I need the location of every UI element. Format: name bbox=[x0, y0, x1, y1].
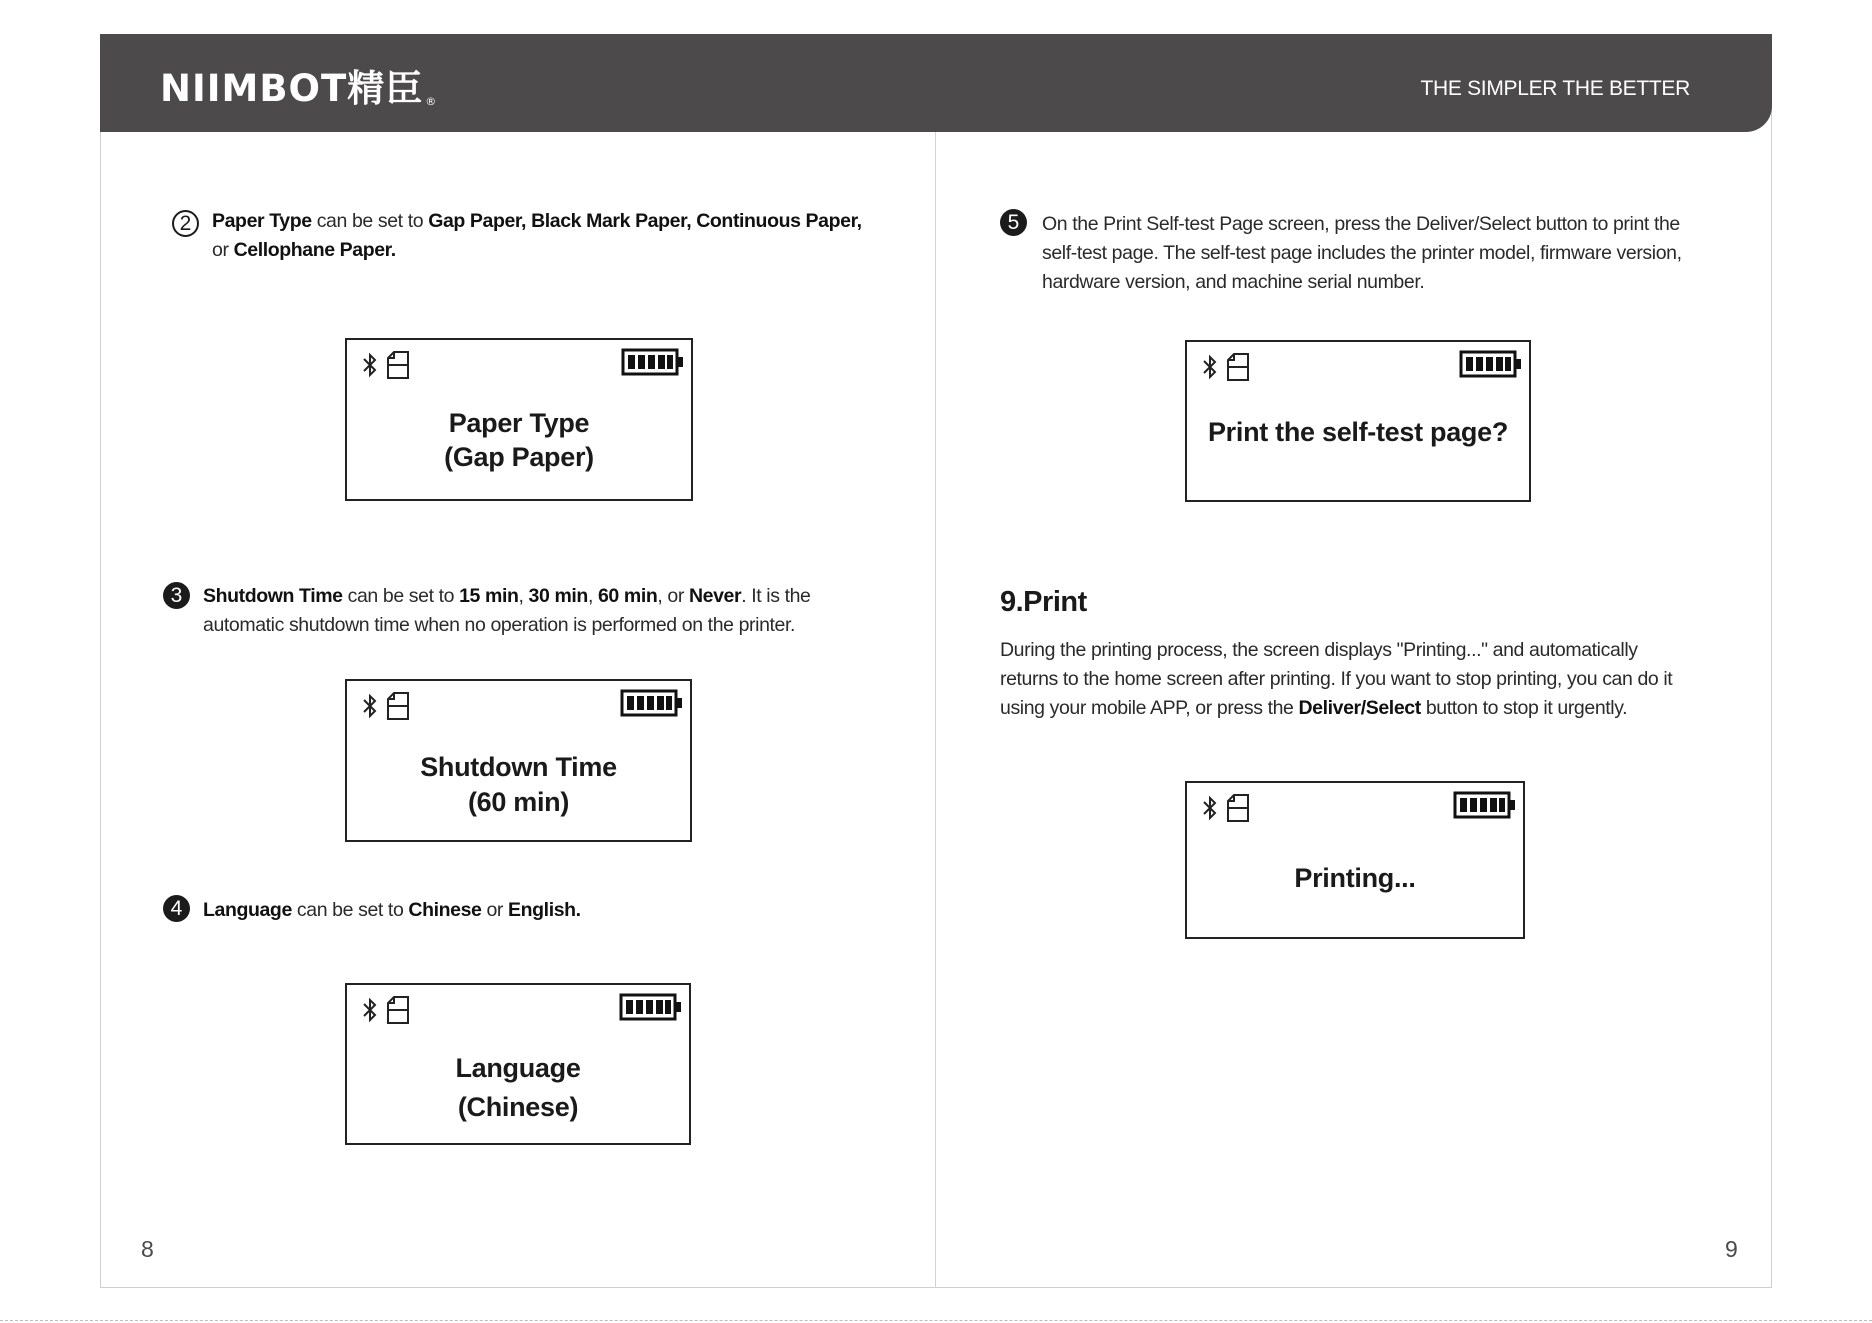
text: hardware version, and machine serial number. bbox=[1042, 271, 1425, 293]
text: using your mobile APP, or press the bbox=[1000, 697, 1299, 719]
paper-type-description bbox=[212, 207, 862, 265]
bluetooth-icon bbox=[361, 351, 379, 379]
step-number-2: 2 bbox=[172, 210, 199, 237]
shutdown-time-description bbox=[203, 582, 810, 640]
language-description bbox=[203, 896, 581, 925]
step-number-5: 5 bbox=[1000, 209, 1027, 236]
step-number-4: 4 bbox=[163, 895, 190, 922]
screen-value: (Chinese) bbox=[457, 1092, 579, 1122]
bluetooth-icon bbox=[1201, 353, 1219, 381]
option-never: Never bbox=[688, 585, 742, 607]
paper-label-icon bbox=[385, 691, 411, 721]
paper-label-icon bbox=[1225, 793, 1251, 823]
battery-full-icon bbox=[1453, 791, 1517, 819]
lcd-screen-printing bbox=[1185, 781, 1525, 939]
status-icons bbox=[1201, 352, 1251, 382]
term-shutdown-time: Shutdown Time bbox=[203, 585, 343, 607]
page-number-right: 9 bbox=[1725, 1236, 1738, 1262]
battery-full-icon bbox=[1459, 350, 1523, 378]
section-title-print: 9.Print bbox=[1000, 586, 1087, 618]
paper-label-icon bbox=[385, 350, 411, 380]
text: , or bbox=[657, 585, 689, 607]
text: . It is the bbox=[741, 585, 811, 607]
bluetooth-icon bbox=[361, 996, 379, 1024]
text: self-test page. The self-test page includes the printer model, firmware version, bbox=[1042, 242, 1682, 264]
term-paper-options: Gap Paper, Black Mark Paper, Continuous Paper, bbox=[428, 210, 862, 232]
screen-value: (60 min) bbox=[467, 787, 570, 817]
text: can be set to bbox=[291, 899, 409, 921]
paper-label-icon bbox=[1225, 352, 1251, 382]
battery-full-icon bbox=[619, 993, 683, 1021]
logo-text: NIIMBOT精臣 bbox=[160, 67, 424, 110]
term-cellophane: Cellophane Paper. bbox=[233, 239, 396, 261]
screen-title: Language bbox=[455, 1053, 581, 1083]
header-tagline: THE SIMPLER THE BETTER bbox=[1420, 77, 1690, 100]
lcd-screen-paper-type bbox=[345, 338, 693, 501]
text: , bbox=[587, 585, 598, 607]
term-language: Language bbox=[203, 899, 292, 921]
page-divider bbox=[935, 132, 936, 1288]
text: can be set to bbox=[342, 585, 460, 607]
logo-registered-mark: ® bbox=[425, 95, 438, 108]
term-deliver-select: Deliver/Select bbox=[1298, 697, 1421, 719]
status-icons bbox=[361, 691, 411, 721]
option-chinese: Chinese bbox=[408, 899, 482, 921]
step-number-3: 3 bbox=[163, 582, 190, 609]
status-icons bbox=[361, 350, 411, 380]
term-paper-type: Paper Type bbox=[212, 210, 312, 232]
brand-logo bbox=[160, 58, 437, 112]
text: or bbox=[212, 239, 234, 261]
lcd-screen-shutdown-time bbox=[345, 679, 692, 842]
print-description bbox=[1000, 636, 1672, 723]
text: automatic shutdown time when no operation is performed on the printer. bbox=[203, 614, 796, 636]
screen-title: Shutdown Time bbox=[420, 752, 617, 782]
option-english: English. bbox=[508, 899, 581, 921]
text: During the printing process, the screen displays "Printing..." and automatically bbox=[1000, 639, 1638, 661]
lcd-screen-language bbox=[345, 983, 691, 1145]
screen-title: Print the self-test page? bbox=[1207, 417, 1509, 447]
paper-label-icon bbox=[385, 995, 411, 1025]
text: returns to the home screen after printing. If you want to stop printing, you can do it bbox=[1000, 668, 1673, 690]
text: button to stop it urgently. bbox=[1420, 697, 1628, 719]
bluetooth-icon bbox=[1201, 794, 1219, 822]
text: can be set to bbox=[311, 210, 429, 232]
lcd-screen-self-test bbox=[1185, 340, 1531, 502]
status-icons bbox=[1201, 793, 1251, 823]
option-30-min: 30 min bbox=[528, 585, 588, 607]
battery-full-icon bbox=[620, 689, 684, 717]
text: or bbox=[481, 899, 509, 921]
option-15-min: 15 min bbox=[459, 585, 519, 607]
option-60-min: 60 min bbox=[597, 585, 658, 607]
self-test-description bbox=[1042, 210, 1682, 297]
bottom-rule bbox=[0, 1320, 1872, 1321]
page-header bbox=[100, 34, 1772, 132]
bluetooth-icon bbox=[361, 692, 379, 720]
battery-full-icon bbox=[621, 348, 685, 376]
screen-value: (Gap Paper) bbox=[444, 442, 594, 472]
text: On the Print Self-test Page screen, press the Deliver/Select button to print the bbox=[1042, 213, 1680, 235]
screen-title: Paper Type bbox=[448, 408, 590, 438]
text: , bbox=[518, 585, 529, 607]
status-icons bbox=[361, 995, 411, 1025]
screen-title: Printing... bbox=[1294, 863, 1416, 893]
page-number-left: 8 bbox=[141, 1236, 154, 1262]
